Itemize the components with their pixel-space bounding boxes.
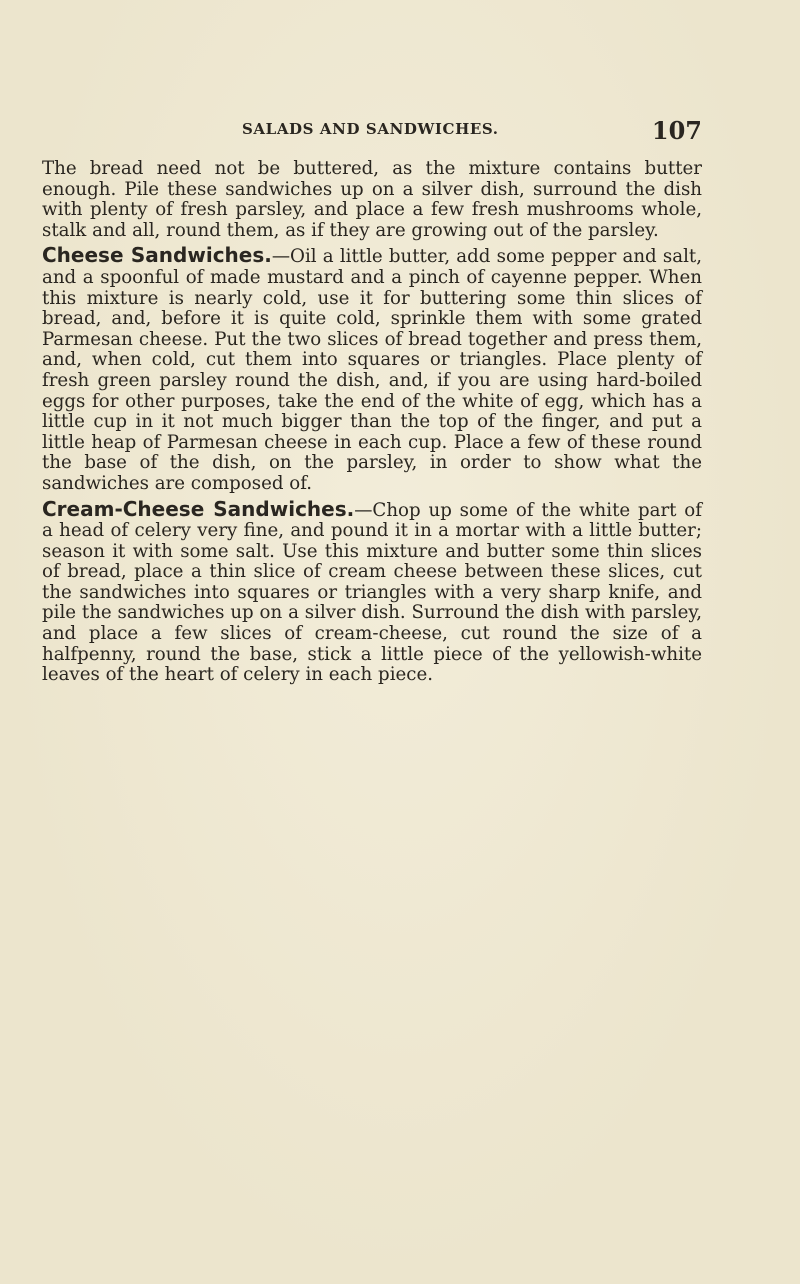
running-head [242,116,702,146]
cream-cheese-sandwiches-paragraph [42,496,702,686]
continuation-paragraph: The bread need not be buttered, as the mixture contains butter enough. Pile these sandwiches up on a silver dish, surround the dish with plenty of fresh parsley, and place a few fresh mushrooms whole, stalk and all, round them, as if they are growing out of the parsley. [42,158,702,241]
body-text [42,159,702,686]
cream-cheese-sandwiches-heading: Cream-Cheese Sandwiches. [42,496,355,521]
page-number: 107 [651,116,702,145]
cheese-sandwiches-body: —Oil a little butter, add some pepper and salt, and a spoonful of made mustard and a pinch of cayenne pepper. When this mixture is nearly cold, use it for buttering some thin slices of bread, and, before it is quite cold, sprinkle them with some grated Parmesan cheese. Put the two slices of bread together and press them, and, when cold, cut them into squares or triangles. Place plenty of fresh green parsley round the dish, and, if you are using hard-boiled eggs for other purposes, take the end of the white of egg, which has a little cup in it not much bigger than the top of the finger, and put a little heap of Parmesan cheese in each cup. Place a few of these round the base of the dish, on the parsley, in order to show what the sandwiches are composed of. [42,246,702,494]
running-title: SALADS AND SANDWICHES. [242,120,499,138]
cream-cheese-sandwiches-body: —Chop up some of the white part of a head of celery very fine, and pound it in a mortar with a little butter; season it with some salt. Use this mixture and butter some thin slices of bread, place a thin slice of cream cheese between these slices, cut the sandwiches into squares or triangles with a very sharp knife, and pile the sandwiches up on a silver dish. Surround the dish with parsley, and place a few slices of cream-cheese, cut round the size of a halfpenny, round the base, stick a little piece of the yellowish-white leaves of the heart of celery in each piece. [42,499,702,686]
cheese-sandwiches-heading: Cheese Sandwiches. [42,243,272,268]
cheese-sandwiches-paragraph [42,245,702,494]
